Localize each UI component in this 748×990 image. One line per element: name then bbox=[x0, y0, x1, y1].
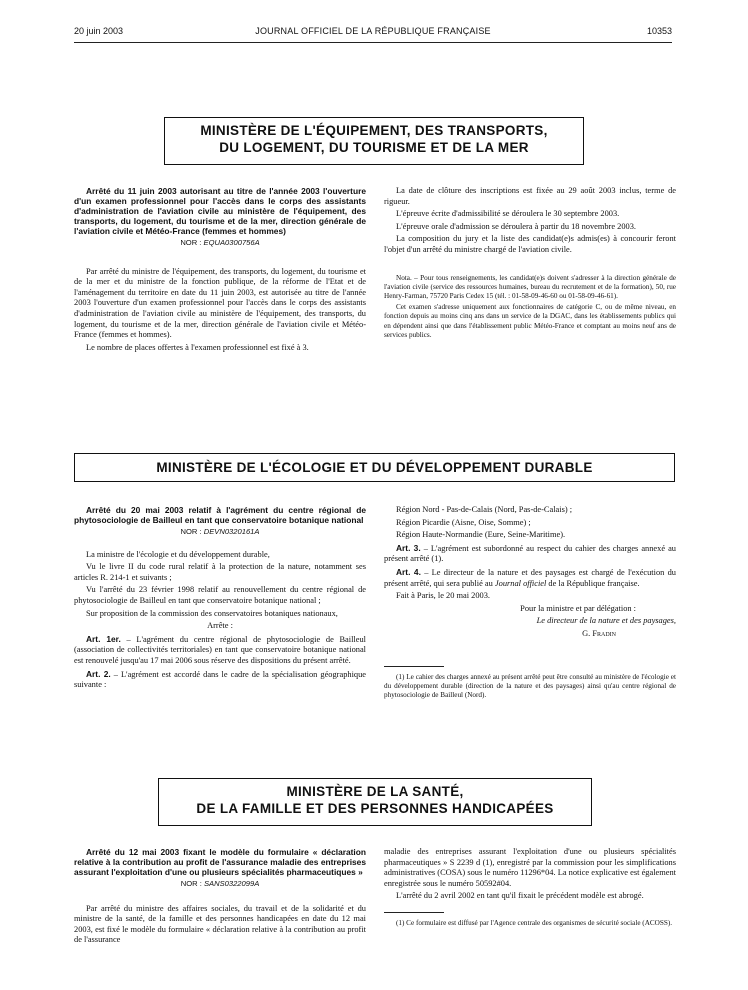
ministry-line-2: DE LA FAMILLE ET DES PERSONNES HANDICAPÉES bbox=[196, 801, 554, 816]
header-date: 20 juin 2003 bbox=[74, 26, 124, 36]
paragraph: Vu l'arrêté du 23 février 1998 relatif au renouvellement du centre régional de phytosociologie de Bailleul en tant que conservatoire botanique national ; bbox=[74, 585, 366, 605]
section1-right-column bbox=[384, 186, 676, 342]
section3-right-column bbox=[384, 847, 676, 930]
article-3: Art. 3. – L'agrément est subordonné au respect du cahier des charges annexé au présent arrêté (1). bbox=[384, 542, 676, 564]
footnote-rule bbox=[384, 666, 444, 667]
footnote: (1) Le cahier des charges annexé au présent arrêté peut être consulté au ministère de l'écologie et du développement durable (direction de la nature et des paysages) ainsi qu'au centre régional de phytosociologie de Bailleul (Nord). bbox=[384, 672, 676, 699]
ministry-line-1: MINISTÈRE DE LA SANTÉ, bbox=[286, 784, 464, 799]
header-rule bbox=[74, 42, 672, 43]
nor-code: EQUA0300756A bbox=[203, 238, 260, 247]
signed-date: Fait à Paris, le 20 mai 2003. bbox=[396, 591, 490, 601]
paragraph: L'arrêté du 2 avril 2002 en tant qu'il fixait le précédent modèle est abrogé. bbox=[396, 891, 644, 901]
nor-reference: NOR : EQUA0300756A bbox=[180, 238, 260, 247]
nota-note: Nota. – Pour tous renseignements, les candidat(e)s doivent s'adresser à la direction générale de l'aviation civile (service des ressources humaines, bureau du recrutement et de la formation), 50, rue Henry-Farman, 75720 Paris Cedex 15 (tél. : 01-58-09-46-60 ou 01-58-09-46-61). bbox=[384, 273, 676, 300]
paragraph: La date de clôture des inscriptions est fixée au 29 août 2003 inclus, terme de rigueur. bbox=[384, 186, 676, 206]
paragraph: La ministre de l'écologie et du développement durable, bbox=[86, 549, 270, 559]
ministry-box-sante bbox=[158, 778, 592, 826]
region-item: Région Picardie (Aisne, Oise, Somme) ; bbox=[396, 517, 531, 527]
footnote: (1) Ce formulaire est diffusé par l'Agence centrale des organismes de sécurité sociale (ACOSS). bbox=[396, 918, 673, 927]
header-page-number: 10353 bbox=[646, 26, 672, 36]
article-1: Art. 1er. – L'agrément du centre régional de phytosociologie de Bailleul (association de collectivités territoriales) en tant que conservatoire botanique national est renouvelé jusqu'au 17 mai 2006 sous réserve des dispositions du présent arrêté. bbox=[74, 633, 366, 665]
decree-title: Arrêté du 12 mai 2003 fixant le modèle du formulaire « déclaration relative à la contribution au profit de l'assurance maladie des entreprises assurant l'exploitation d'une ou plusieurs spécialités pharmaceutiques » bbox=[74, 847, 366, 877]
signature-line: Pour la ministre et par délégation : bbox=[520, 603, 636, 613]
section3-left-column bbox=[74, 847, 366, 948]
paragraph: L'épreuve orale d'admission se déroulera à partir du 18 novembre 2003. bbox=[396, 221, 636, 231]
paragraph: Par arrêté du ministre de l'équipement, des transports, du logement, du tourisme et de la mer et du ministre de la fonction publique, de la réforme de l'Etat et de l'aménagement du territoire en date du 11 juin 2003, est autorisée au titre de l'année 2003 l'ouverture d'un examen professionnel pour l'accès dans le corps des assistants d'administration de l'aviation civile au ministère de l'équipement, des transports, du logement, du tourisme et de la mer, direction générale de l'aviation civile et Météo-France (femmes et hommes). bbox=[74, 266, 366, 340]
paragraph: Par arrêté du ministre des affaires sociales, du travail et de la solidarité et du ministre de la santé, de la famille et des personnes handicapées en date du 12 mai 2003, est fixé le modèle du formulaire « déclaration relative à la contribution au profit de l'assurance bbox=[74, 903, 366, 945]
section1-left-column bbox=[74, 186, 366, 355]
signatory-name: G. Fradin bbox=[582, 628, 616, 638]
paragraph: La composition du jury et la liste des candidat(e)s admis(es) à concourir feront l'objet d'un arrêté du ministre chargé de l'aviation civile. bbox=[384, 234, 676, 254]
footnote-rule bbox=[384, 912, 444, 913]
nor-reference: NOR : SANS0322099A bbox=[180, 879, 260, 888]
paragraph: Vu le livre II du code rural relatif à la protection de la nature, notamment ses articles R. 214-1 et suivants ; bbox=[74, 562, 366, 582]
paragraph: maladie des entreprises assurant l'exploitation d'une ou plusieurs spécialités pharmaceutiques » S 2239 d (1), enregistré par la commission pour les simplifications administratives (COSA) sous le numéro 11296*04. La notice explicative est également enregistrée sous le numéro 50592#04. bbox=[384, 847, 676, 888]
paragraph: Le nombre de places offertes à l'examen professionnel est fixé à 3. bbox=[86, 342, 309, 352]
ministry-line: MINISTÈRE DE L'ÉCOLOGIE ET DU DÉVELOPPEMENT DURABLE bbox=[156, 460, 593, 475]
nor-code: DEVN0320161A bbox=[203, 527, 260, 536]
page-header bbox=[74, 26, 672, 40]
ministry-box-ecologie bbox=[74, 453, 675, 482]
region-item: Région Nord - Pas-de-Calais (Nord, Pas-de-Calais) ; bbox=[396, 505, 573, 514]
nor-code: SANS0322099A bbox=[203, 879, 260, 888]
paragraph: L'épreuve écrite d'admissibilité se déroulera le 30 septembre 2003. bbox=[396, 209, 620, 219]
region-item: Région Haute-Normandie (Eure, Seine-Maritime). bbox=[396, 530, 566, 540]
article-4: Art. 4. – Le directeur de la nature et des paysages est chargé de l'exécution du présent arrêté, qui sera publié au Journal officiel de la République française. bbox=[384, 566, 676, 588]
article-2: Art. 2. – L'agrément est accordé dans le cadre de la spécialisation géographique suivante : bbox=[74, 668, 366, 690]
note: Cet examen s'adresse uniquement aux fonctionnaires de catégorie C, ou de même niveau, en fonction depuis au moins cinq ans dans un service de la DGAC, dans les établissements publics qui en dépendent ainsi que dans l'établissement public Météo-France et comptant au moins neuf ans de services publics. bbox=[384, 303, 676, 339]
decree-title: Arrêté du 11 juin 2003 autorisant au titre de l'année 2003 l'ouverture d'un examen professionnel pour l'accès dans le corps des assistants d'administration de l'aviation civile au ministère de l'équipement, des transports, du logement, du tourisme et de la mer, direction générale de l'aviation civile et Météo-France (femmes et hommes) bbox=[74, 186, 366, 236]
decree-title: Arrêté du 20 mai 2003 relatif à l'agrément du centre régional de phytosociologie de Bailleul en tant que conservatoire botanique national bbox=[74, 505, 366, 525]
arrete-heading: Arrête : bbox=[207, 621, 233, 631]
paragraph: Sur proposition de la commission des conservatoires botaniques nationaux, bbox=[86, 608, 338, 618]
nor-reference: NOR : DEVN0320161A bbox=[180, 527, 260, 536]
ministry-line-1: MINISTÈRE DE L'ÉQUIPEMENT, DES TRANSPORTS, bbox=[200, 123, 548, 138]
header-journal-title: JOURNAL OFFICIEL DE LA RÉPUBLIQUE FRANÇAISE bbox=[255, 26, 491, 36]
section2-left-column bbox=[74, 505, 366, 693]
ministry-box-equipement bbox=[164, 117, 584, 165]
ministry-line-2: DU LOGEMENT, DU TOURISME ET DE LA MER bbox=[219, 140, 529, 155]
section2-right-column bbox=[384, 505, 676, 702]
signature-title: Le directeur de la nature et des paysages, bbox=[536, 616, 676, 626]
